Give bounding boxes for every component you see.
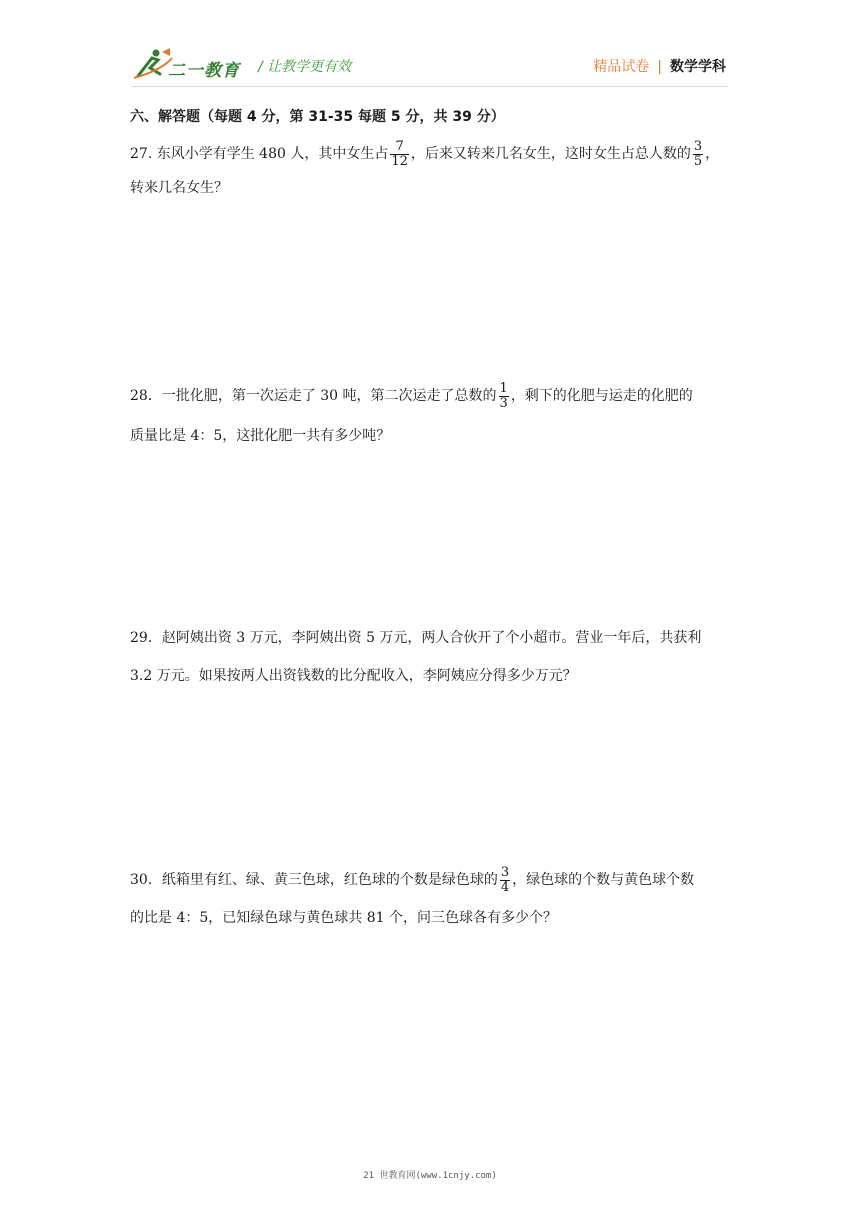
paper-type-tag: 精品试卷 — [593, 59, 650, 75]
q27-fraction-2 — [693, 140, 703, 169]
question-30 — [130, 862, 730, 928]
question-29 — [130, 628, 730, 686]
q28-denominator: 3 — [499, 395, 508, 411]
q27-f1-numerator: 7 — [390, 140, 409, 155]
q27-line-2: 转来几名女生？ — [130, 180, 228, 196]
q27-text-c: ， — [705, 146, 720, 162]
header-divider: | — [657, 59, 662, 75]
q30-text-b: ，绿色球的个数与黄色球个数 — [512, 872, 695, 888]
q29-line-1: 29．赵阿姨出资 3 万元，李阿姨出资 5 万元，两人合伙开了个小超市。营业一年后，共获利 — [130, 630, 702, 646]
q29-line-2: 3.2 万元。如果按两人出资钱数的比分配收入，李阿姨应分得多少万元？ — [130, 668, 577, 684]
q27-text-a: 27. 东风小学有学生 480 人，其中女生占 — [130, 146, 389, 162]
q28-numerator: 1 — [499, 380, 508, 396]
q30-fraction — [500, 866, 510, 895]
q28-text-b: ，剩下的化肥与运走的化肥的 — [510, 388, 693, 404]
q28-fraction — [499, 382, 509, 411]
page-footer: 21 世教育网(www.1cnjy.com) — [363, 1171, 497, 1181]
brand-slogan: / 让教学更有效 — [258, 59, 352, 75]
page-header — [132, 46, 732, 86]
subject-tag: 数学学科 — [670, 59, 726, 75]
brand-name: 二一教育 — [168, 61, 240, 81]
q30-text-a: 30．纸箱里有红、绿、黄三色球，红色球的个数是绿色球的 — [130, 872, 498, 888]
q30-denominator: 4 — [500, 879, 510, 895]
header-tags — [593, 56, 726, 76]
q27-f1-denominator: 12 — [391, 153, 408, 169]
q30-numerator: 3 — [500, 864, 510, 880]
q28-text-a: 28．一批化肥，第一次运走了 30 吨，第二次运走了总数的 — [130, 388, 497, 404]
section-title: 六、解答题（每题 4 分，第 31-35 每题 5 分，共 39 分） — [130, 109, 505, 125]
header-rule — [132, 86, 728, 87]
q28-line-2: 质量比是 4：5，这批化肥一共有多少吨？ — [130, 428, 391, 444]
q27-f2-numerator: 3 — [693, 138, 703, 154]
q30-line-2: 的比是 4：5，已知绿色球与黄色球共 81 个，问三色球各有多少个？ — [130, 910, 557, 926]
question-27 — [130, 134, 730, 198]
q27-fraction-1 — [390, 140, 409, 169]
q27-text-b: ，后来又转来几名女生，这时女生占总人数的 — [410, 146, 691, 162]
q27-f2-denominator: 5 — [693, 153, 703, 169]
question-28 — [130, 380, 730, 446]
